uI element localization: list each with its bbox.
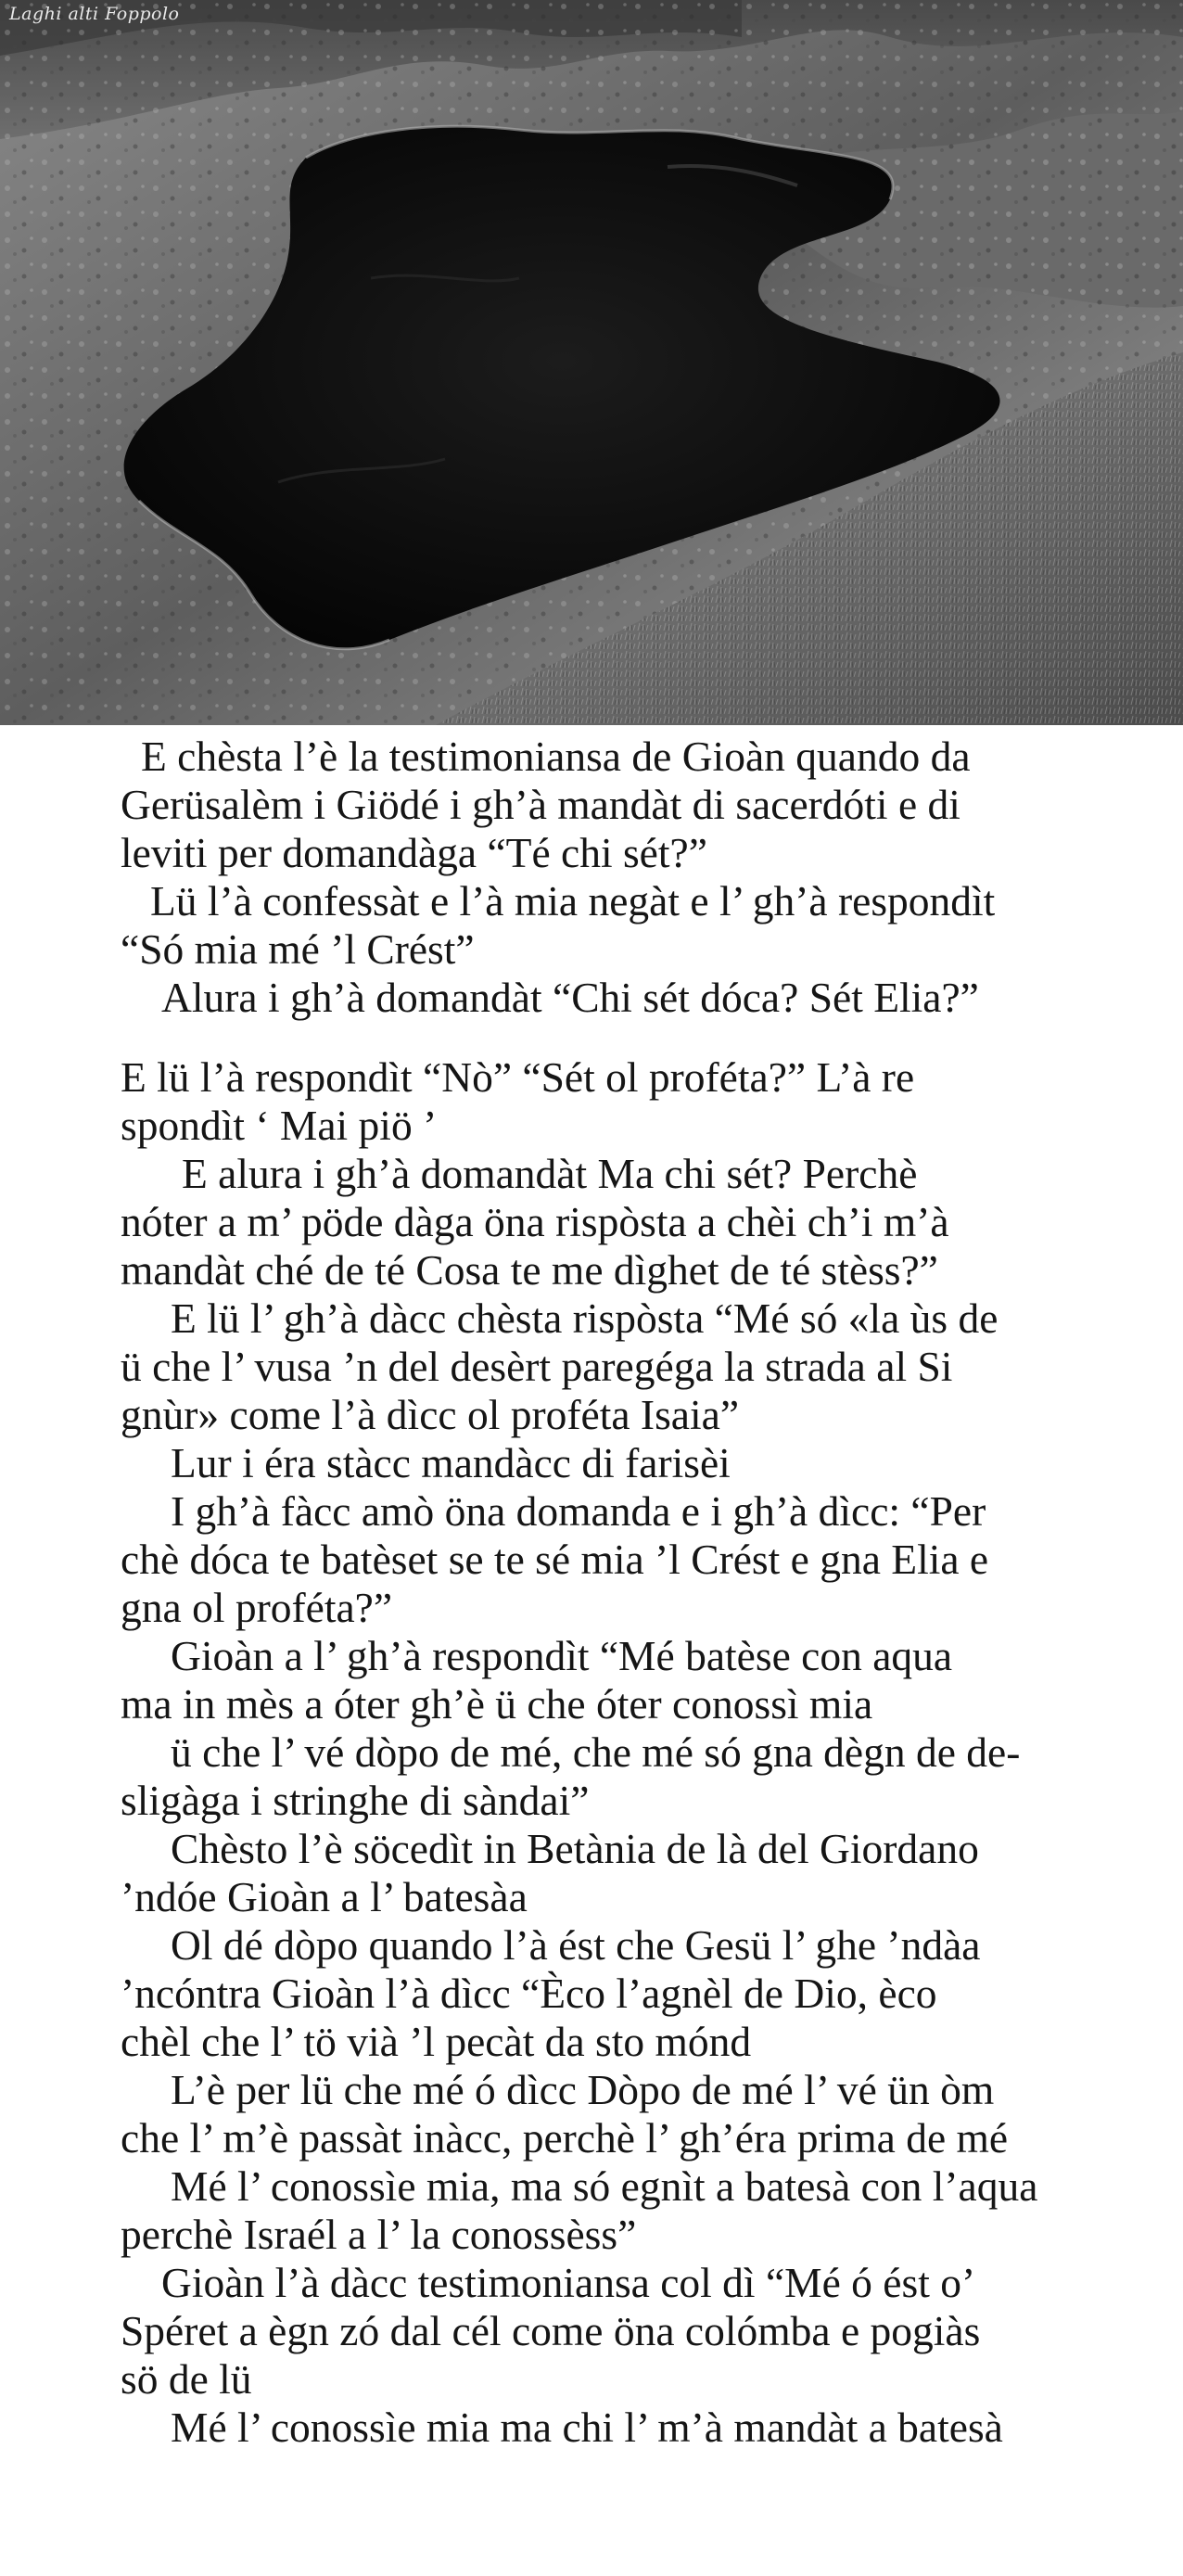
mountain-lake-image (0, 0, 1183, 725)
text-line: E lü l’ gh’à dàcc chèsta rispòsta “Mé só «la ùs de (171, 1294, 999, 1342)
text-line: perchè Israél a l’ la conossèss” (121, 2211, 637, 2258)
text-line: E alura i gh’à domandàt Ma chi sét? Perchè (182, 1150, 918, 1197)
text-line: Gerüsalèm i Giödé i gh’à mandàt di sacerdóti e di (121, 781, 960, 828)
text-line: chèl che l’ tö vià ’l pecàt da sto mónd (121, 2018, 752, 2065)
photo-caption: Laghi alti Foppolo (9, 4, 180, 24)
text-line: chè dóca te batèset se te sé mia ’l Crést e gna Elia e (121, 1536, 989, 1583)
text-line: E chèsta l’è la testimoniansa de Gioàn quando da (141, 733, 971, 780)
text-line: Chèsto l’è söcedìt in Betània de là del Giordano (171, 1825, 979, 1872)
text-line: Mé l’ conossìe mia ma chi l’ m’à mandàt a batesà (171, 2404, 1003, 2451)
text-line: gna ol proféta?” (121, 1584, 393, 1631)
lake-photo (0, 0, 1183, 725)
text-line: E lü l’à respondìt “Nò” “Sét ol proféta?” L’à re (121, 1053, 915, 1101)
text-line: sligàga i stringhe di sàndai” (121, 1777, 590, 1824)
text-line: nóter a m’ pöde dàga öna rispòsta a chèi ch’i m’à (121, 1198, 949, 1245)
text-line: “Só mia mé ’l Crést” (121, 925, 475, 973)
text-line: Mé l’ conossìe mia, ma só egnìt a batesà con l’aqua (171, 2162, 1038, 2210)
text-line: Alura i gh’à domandàt “Chi sét dóca? Sét Elia?” (161, 974, 979, 1021)
text-line: Lur i éra stàcc mandàcc di farisèi (171, 1439, 731, 1486)
text-line: L’è per lü che mé ó dìcc Dòpo de mé l’ vé ün òm (171, 2066, 995, 2113)
text-line: I gh’à fàcc amò öna domanda e i gh’à dìcc: “Per (171, 1487, 986, 1535)
text-line: ü che l’ vé dòpo de mé, che mé só gna dègn de de- (171, 1728, 1021, 1776)
text-line: gnùr» come l’à dìcc ol proféta Isaia” (121, 1391, 740, 1438)
text-line: ma in mès a óter gh’è ü che óter conossì mia (121, 1680, 873, 1728)
text-line: ’ncóntra Gioàn l’à dìcc “Èco l’agnèl de Dio, èco (121, 1970, 937, 2017)
text-line: Spéret a ègn zó dal cél come öna colómba e pogiàs (121, 2307, 981, 2354)
text-line: sö de lü (121, 2355, 252, 2403)
text-line: che l’ m’è passàt inàcc, perchè l’ gh’éra prima de mé (121, 2114, 1009, 2162)
text-line: leviti per domandàga “Té chi sét?” (121, 829, 707, 876)
text-line: Lü l’à confessàt e l’à mia negàt e l’ gh’à respondìt (150, 877, 996, 925)
text-line: ü che l’ vusa ’n del desèrt paregéga la strada al Si (121, 1343, 953, 1390)
document-body (0, 725, 1183, 2451)
text-line: ’ndóe Gioàn a l’ batesàa (121, 1873, 528, 1920)
text-line: spondìt ‘ Mai piö ’ (121, 1102, 438, 1149)
text-line: Gioàn l’à dàcc testimoniansa col dì “Mé ó ést o’ (161, 2259, 976, 2306)
text-line: mandàt ché de té Cosa te me dìghet de té stèss?” (121, 1246, 938, 1294)
text-line: Ol dé dòpo quando l’à ést che Gesü l’ ghe ’ndàa (171, 1921, 981, 1969)
text-line: Gioàn a l’ gh’à respondìt “Mé batèse con aqua (171, 1632, 953, 1679)
